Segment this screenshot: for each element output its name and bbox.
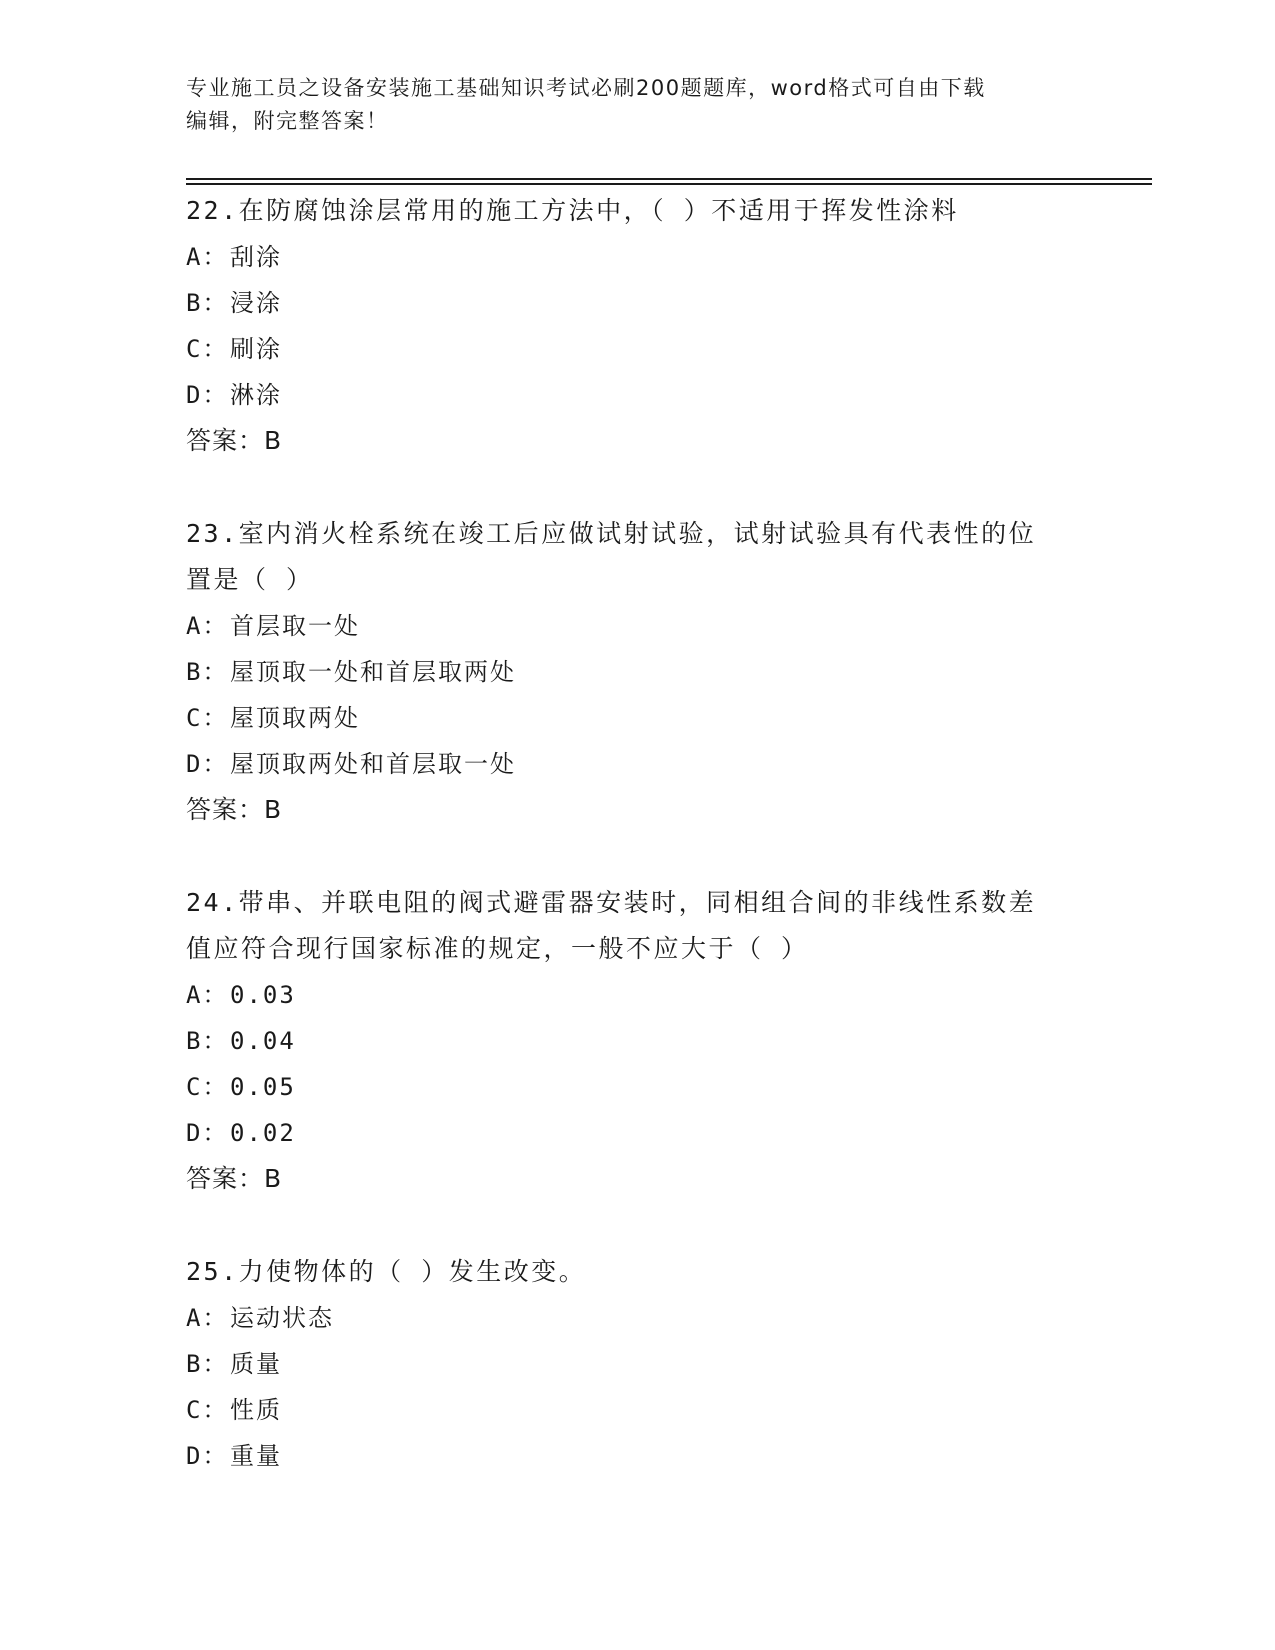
option-a	[186, 972, 1086, 1018]
option-d	[186, 1110, 1086, 1156]
option-text: 淋涂	[230, 381, 282, 409]
option-label: D：	[186, 1442, 229, 1470]
option-label: D：	[186, 750, 229, 778]
option-b	[186, 1341, 1086, 1387]
option-text: 运动状态	[230, 1304, 334, 1332]
option-text: 0.03	[230, 981, 296, 1009]
question-25	[186, 1249, 1086, 1479]
option-a	[186, 603, 1086, 649]
question-24	[186, 880, 1086, 1202]
option-c	[186, 695, 1086, 741]
option-text: 质量	[230, 1350, 282, 1378]
option-label: D：	[186, 381, 229, 409]
option-label: B：	[186, 289, 229, 317]
option-b	[186, 1018, 1086, 1064]
header-line-1: 专业施工员之设备安装施工基础知识考试必刷200题题库，word格式可自由下载	[186, 76, 986, 100]
option-b	[186, 649, 1086, 695]
option-label: A：	[186, 612, 229, 640]
answer: 答案：B	[186, 795, 283, 824]
option-c	[186, 1064, 1086, 1110]
question-23	[186, 511, 1086, 833]
header-divider-bottom	[186, 183, 1152, 185]
option-text: 首层取一处	[230, 612, 360, 640]
option-c	[186, 1387, 1086, 1433]
option-d	[186, 1433, 1086, 1479]
question-text-line-1: 24.带串、并联电阻的阀式避雷器安装时，同相组合间的非线性系数差	[186, 888, 1037, 917]
option-text: 0.04	[230, 1027, 296, 1055]
option-label: B：	[186, 1027, 229, 1055]
header-line-2: 编辑，附完整答案！	[186, 109, 389, 133]
document-header	[186, 72, 1066, 138]
option-d	[186, 372, 1086, 418]
option-label: D：	[186, 1119, 229, 1147]
option-label: A：	[186, 981, 229, 1009]
option-text: 性质	[230, 1396, 282, 1424]
option-text: 0.02	[230, 1119, 296, 1147]
option-label: C：	[186, 704, 229, 732]
question-text: 25.力使物体的（ ）发生改变。	[186, 1257, 587, 1286]
question-text-line-2: 值应符合现行国家标准的规定，一般不应大于（ ）	[186, 934, 809, 963]
option-text: 屋顶取两处和首层取一处	[230, 750, 516, 778]
option-label: C：	[186, 1073, 229, 1101]
option-label: C：	[186, 1396, 229, 1424]
option-text: 0.05	[230, 1073, 296, 1101]
option-text: 刷涂	[230, 335, 282, 363]
option-c	[186, 326, 1086, 372]
option-a	[186, 234, 1086, 280]
option-label: B：	[186, 1350, 229, 1378]
option-text: 屋顶取两处	[230, 704, 360, 732]
option-d	[186, 741, 1086, 787]
header-divider-top	[186, 178, 1152, 180]
option-a	[186, 1295, 1086, 1341]
question-text: 22.在防腐蚀涂层常用的施工方法中，（ ）不适用于挥发性涂料	[186, 196, 959, 225]
question-text-line-2: 置是（ ）	[186, 565, 314, 594]
answer: 答案：B	[186, 1164, 283, 1193]
option-label: C：	[186, 335, 229, 363]
option-label: A：	[186, 1304, 229, 1332]
option-b	[186, 280, 1086, 326]
answer: 答案：B	[186, 426, 283, 455]
question-22	[186, 188, 1086, 464]
question-text-line-1: 23.室内消火栓系统在竣工后应做试射试验，试射试验具有代表性的位	[186, 519, 1037, 548]
option-text: 刮涂	[230, 243, 282, 271]
option-label: B：	[186, 658, 229, 686]
question-list	[186, 188, 1086, 1526]
option-label: A：	[186, 243, 229, 271]
option-text: 重量	[230, 1442, 282, 1470]
option-text: 浸涂	[230, 289, 282, 317]
option-text: 屋顶取一处和首层取两处	[230, 658, 516, 686]
